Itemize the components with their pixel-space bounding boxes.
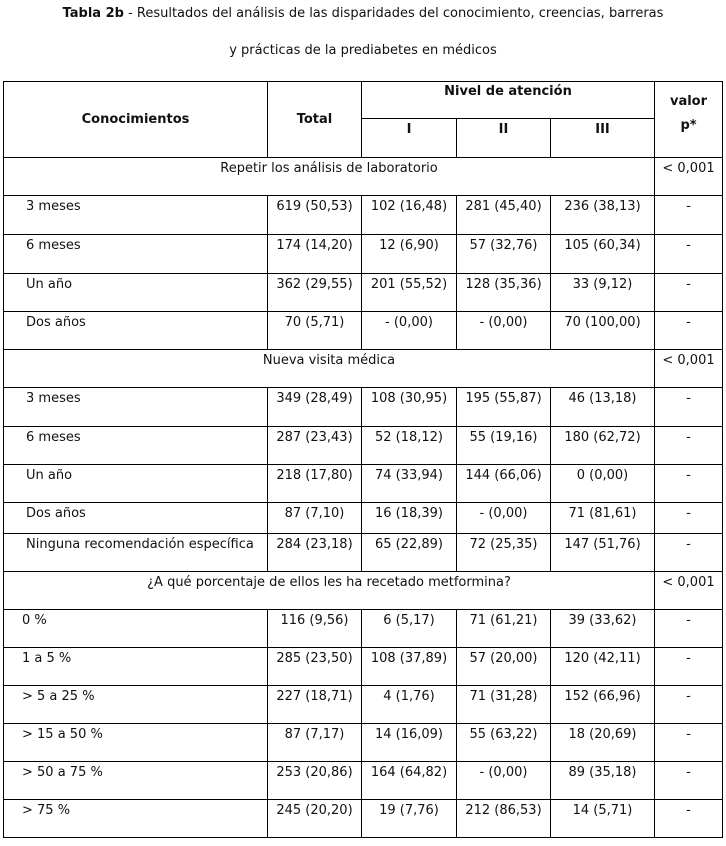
- row-label: Dos años: [4, 312, 268, 350]
- cell-p-value: -: [655, 388, 723, 427]
- cell-total: 287 (23,43): [268, 427, 362, 465]
- cell-p-value: -: [655, 648, 723, 686]
- cell-total: 87 (7,17): [268, 724, 362, 762]
- cell-total: 87 (7,10): [268, 503, 362, 534]
- cell-level-iii: 0 (0,00): [551, 465, 655, 503]
- cell-level-iii: 89 (35,18): [551, 762, 655, 800]
- cell-total: 284 (23,18): [268, 534, 362, 572]
- row-label: 6 meses: [4, 235, 268, 274]
- cell-level-iii: 236 (38,13): [551, 196, 655, 235]
- cell-p-value: -: [655, 274, 723, 312]
- section-row: [4, 350, 723, 388]
- cell-total: 70 (5,71): [268, 312, 362, 350]
- table-row: [4, 312, 723, 350]
- cell-level-ii: 72 (25,35): [457, 534, 551, 572]
- table-row: [4, 686, 723, 724]
- row-label: 3 meses: [4, 196, 268, 235]
- cell-level-iii: 105 (60,34): [551, 235, 655, 274]
- cell-total: 174 (14,20): [268, 235, 362, 274]
- table-row: [4, 274, 723, 312]
- cell-level-ii: 71 (31,28): [457, 686, 551, 724]
- cell-level-iii: 70 (100,00): [551, 312, 655, 350]
- cell-level-i: 6 (5,17): [362, 610, 457, 648]
- section-title: ¿A qué porcentaje de ellos les ha recetado metformina?: [4, 572, 655, 610]
- cell-total: 285 (23,50): [268, 648, 362, 686]
- table-number: Tabla 2b: [62, 6, 124, 21]
- row-label: Dos años: [4, 503, 268, 534]
- cell-p-value: -: [655, 312, 723, 350]
- cell-level-iii: 180 (62,72): [551, 427, 655, 465]
- cell-level-ii: 71 (61,21): [457, 610, 551, 648]
- cell-total: 253 (20,86): [268, 762, 362, 800]
- cell-level-iii: 120 (42,11): [551, 648, 655, 686]
- section-p-value: < 0,001: [655, 350, 723, 388]
- cell-level-ii: - (0,00): [457, 503, 551, 534]
- table-caption-line2: y prácticas de la prediabetes en médicos: [229, 43, 497, 58]
- cell-p-value: -: [655, 610, 723, 648]
- cell-level-ii: - (0,00): [457, 762, 551, 800]
- table-row: [4, 724, 723, 762]
- table-row: [4, 648, 723, 686]
- cell-level-iii: 147 (51,76): [551, 534, 655, 572]
- cell-p-value: -: [655, 724, 723, 762]
- table-row: [4, 388, 723, 427]
- cell-level-i: 108 (30,95): [362, 388, 457, 427]
- cell-level-i: 108 (37,89): [362, 648, 457, 686]
- table-row: [4, 465, 723, 503]
- section-row: [4, 572, 723, 610]
- table-row: [4, 503, 723, 534]
- cell-total: 116 (9,56): [268, 610, 362, 648]
- cell-level-iii: 14 (5,71): [551, 800, 655, 838]
- header-conocimientos: Conocimientos: [4, 82, 268, 158]
- table-row: [4, 534, 723, 572]
- row-label: 6 meses: [4, 427, 268, 465]
- cell-p-value: -: [655, 196, 723, 235]
- cell-level-i: 74 (33,94): [362, 465, 457, 503]
- table-row: [4, 427, 723, 465]
- cell-level-iii: 18 (20,69): [551, 724, 655, 762]
- header-level-ii: II: [457, 119, 551, 158]
- cell-level-ii: 55 (63,22): [457, 724, 551, 762]
- header-level-iii: III: [551, 119, 655, 158]
- row-label: > 5 a 25 %: [4, 686, 268, 724]
- section-row: [4, 158, 723, 196]
- cell-p-value: -: [655, 427, 723, 465]
- cell-level-ii: 57 (20,00): [457, 648, 551, 686]
- cell-level-iii: 46 (13,18): [551, 388, 655, 427]
- cell-p-value: -: [655, 534, 723, 572]
- cell-level-i: 19 (7,76): [362, 800, 457, 838]
- section-title: Nueva visita médica: [4, 350, 655, 388]
- cell-level-i: 102 (16,48): [362, 196, 457, 235]
- cell-level-i: 14 (16,09): [362, 724, 457, 762]
- cell-p-value: -: [655, 503, 723, 534]
- results-table: [3, 81, 723, 838]
- cell-level-i: 201 (55,52): [362, 274, 457, 312]
- cell-level-iii: 39 (33,62): [551, 610, 655, 648]
- cell-total: 362 (29,55): [268, 274, 362, 312]
- header-level-i: I: [362, 119, 457, 158]
- row-label: 1 a 5 %: [4, 648, 268, 686]
- cell-total: 245 (20,20): [268, 800, 362, 838]
- section-title: Repetir los análisis de laboratorio: [4, 158, 655, 196]
- cell-p-value: -: [655, 465, 723, 503]
- cell-level-ii: 55 (19,16): [457, 427, 551, 465]
- row-label: Un año: [4, 465, 268, 503]
- cell-level-i: 12 (6,90): [362, 235, 457, 274]
- row-label: > 75 %: [4, 800, 268, 838]
- cell-level-i: 16 (18,39): [362, 503, 457, 534]
- section-p-value: < 0,001: [655, 572, 723, 610]
- cell-level-ii: 57 (32,76): [457, 235, 551, 274]
- table-caption-line1: [0, 6, 726, 22]
- cell-p-value: -: [655, 235, 723, 274]
- cell-level-ii: 281 (45,40): [457, 196, 551, 235]
- cell-p-value: -: [655, 800, 723, 838]
- cell-level-i: 164 (64,82): [362, 762, 457, 800]
- table-row: [4, 235, 723, 274]
- row-label: 0 %: [4, 610, 268, 648]
- header-valor: valor: [669, 94, 708, 109]
- cell-level-i: 65 (22,89): [362, 534, 457, 572]
- table-row: [4, 800, 723, 838]
- cell-level-iii: 33 (9,12): [551, 274, 655, 312]
- cell-level-ii: 195 (55,87): [457, 388, 551, 427]
- section-p-value: < 0,001: [655, 158, 723, 196]
- header-valor-p: [655, 82, 723, 158]
- cell-level-i: 4 (1,76): [362, 686, 457, 724]
- cell-level-ii: 212 (86,53): [457, 800, 551, 838]
- cell-level-iii: 71 (81,61): [551, 503, 655, 534]
- row-label: > 50 a 75 %: [4, 762, 268, 800]
- table-row: [4, 610, 723, 648]
- table-caption-text: - Resultados del análisis de las disparidades del conocimiento, creencias, barreras: [123, 6, 664, 21]
- table-row: [4, 196, 723, 235]
- header-total: Total: [268, 82, 362, 158]
- row-label: 3 meses: [4, 388, 268, 427]
- row-label: Ninguna recomendación específica: [4, 534, 268, 572]
- table-row: [4, 762, 723, 800]
- header-nivel-atencion: Nivel de atención: [362, 82, 655, 119]
- cell-level-i: 52 (18,12): [362, 427, 457, 465]
- header-p: p*: [680, 118, 697, 133]
- cell-total: 619 (50,53): [268, 196, 362, 235]
- cell-total: 349 (28,49): [268, 388, 362, 427]
- cell-level-ii: - (0,00): [457, 312, 551, 350]
- cell-total: 227 (18,71): [268, 686, 362, 724]
- cell-level-ii: 144 (66,06): [457, 465, 551, 503]
- cell-p-value: -: [655, 686, 723, 724]
- cell-level-i: - (0,00): [362, 312, 457, 350]
- cell-total: 218 (17,80): [268, 465, 362, 503]
- row-label: > 15 a 50 %: [4, 724, 268, 762]
- row-label: Un año: [4, 274, 268, 312]
- cell-level-ii: 128 (35,36): [457, 274, 551, 312]
- cell-p-value: -: [655, 762, 723, 800]
- cell-level-iii: 152 (66,96): [551, 686, 655, 724]
